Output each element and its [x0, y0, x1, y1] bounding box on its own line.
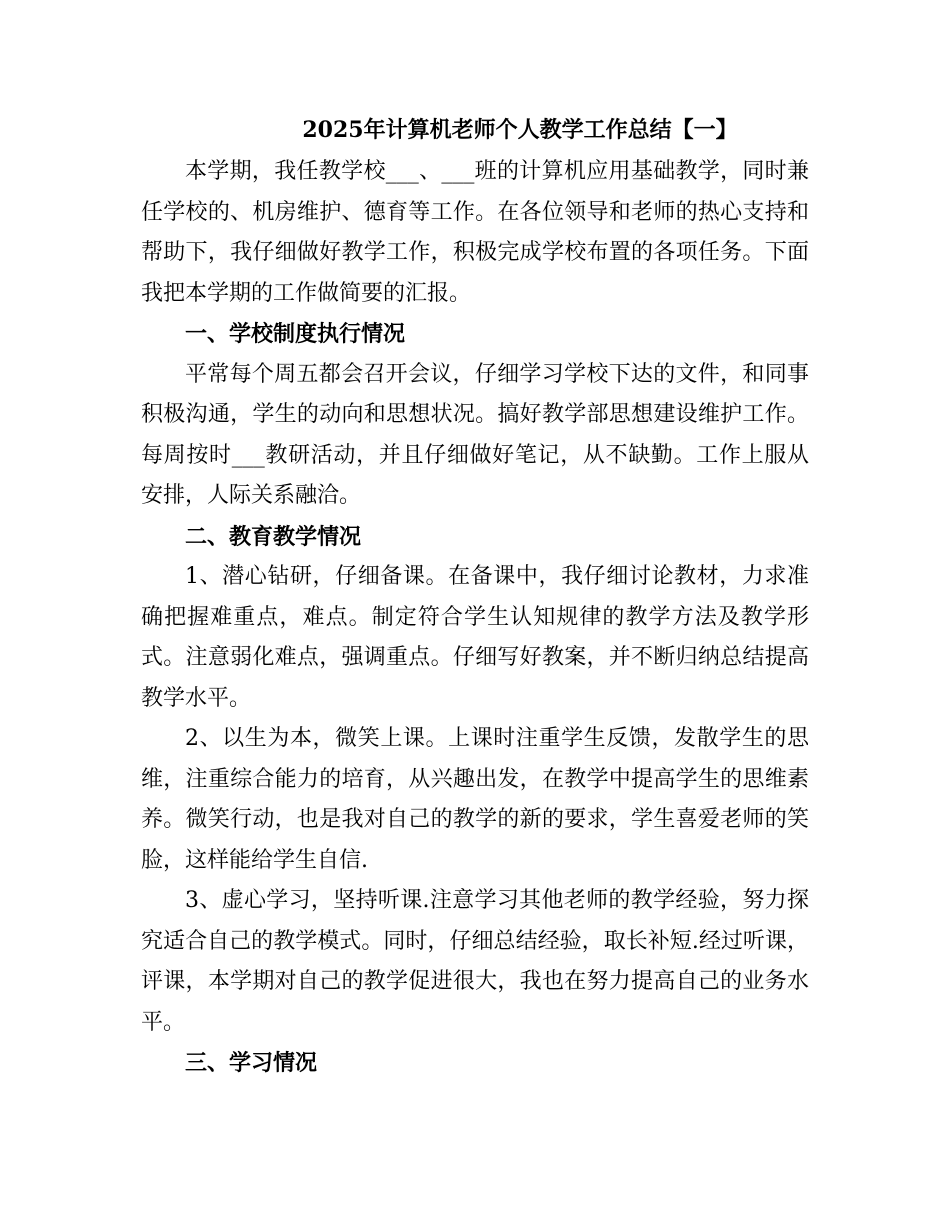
section-heading-3: 三、学习情况	[185, 1050, 318, 1076]
section-2-item-3: 3、虚心学习，坚持听课.注意学习其他老师的教学经验，努力探究适合自己的教学模式。同时，仔细总结经验，取长补短.经过听课，评课，本学期对自己的教学促进很大，我也在努力提高自己的业务水平。	[141, 888, 809, 1035]
section-heading-2: 二、教育教学情况	[185, 523, 362, 550]
section-2-item-1: 1、潜心钻研，仔细备课。在备课中，我仔细讨论教材，力求准确把握难重点，难点。制定符合学生认知规律的教学方法及教学形式。注意弱化难点，强调重点。仔细写好教案，并不断归纳总结提高教学水平。	[141, 564, 809, 711]
intro-paragraph: 本学期，我任教学校___、___班的计算机应用基础教学，同时兼任学校的、机房维护、德育等工作。在各位领导和老师的热心支持和帮助下，我仔细做好教学工作，积极完成学校布置的各项任务。下面我把本学期的工作做简要的汇报。	[141, 159, 809, 306]
section-2-item-2: 2、以生为本，微笑上课。上课时注重学生反馈，发散学生的思维，注重综合能力的培育，从兴趣出发，在教学中提高学生的思维素养。微笑行动，也是我对自己的教学的新的要求，学生喜爱老师的笑脸，这样能给学生自信.	[141, 726, 809, 873]
section-heading-1: 一、学校制度执行情况	[185, 321, 406, 347]
document-title: 2025年计算机老师个人教学工作总结【一】	[302, 117, 738, 143]
section-1-paragraph: 平常每个周五都会召开会议，仔细学习学校下达的文件，和同事积极沟通，学生的动向和思想状况。搞好教学部思想建设维护工作。每周按时___教研活动，并且仔细做好笔记，从不缺勤。工作上服从安排，人际关系融洽。	[141, 361, 809, 508]
document-page	[141, 108, 809, 1084]
